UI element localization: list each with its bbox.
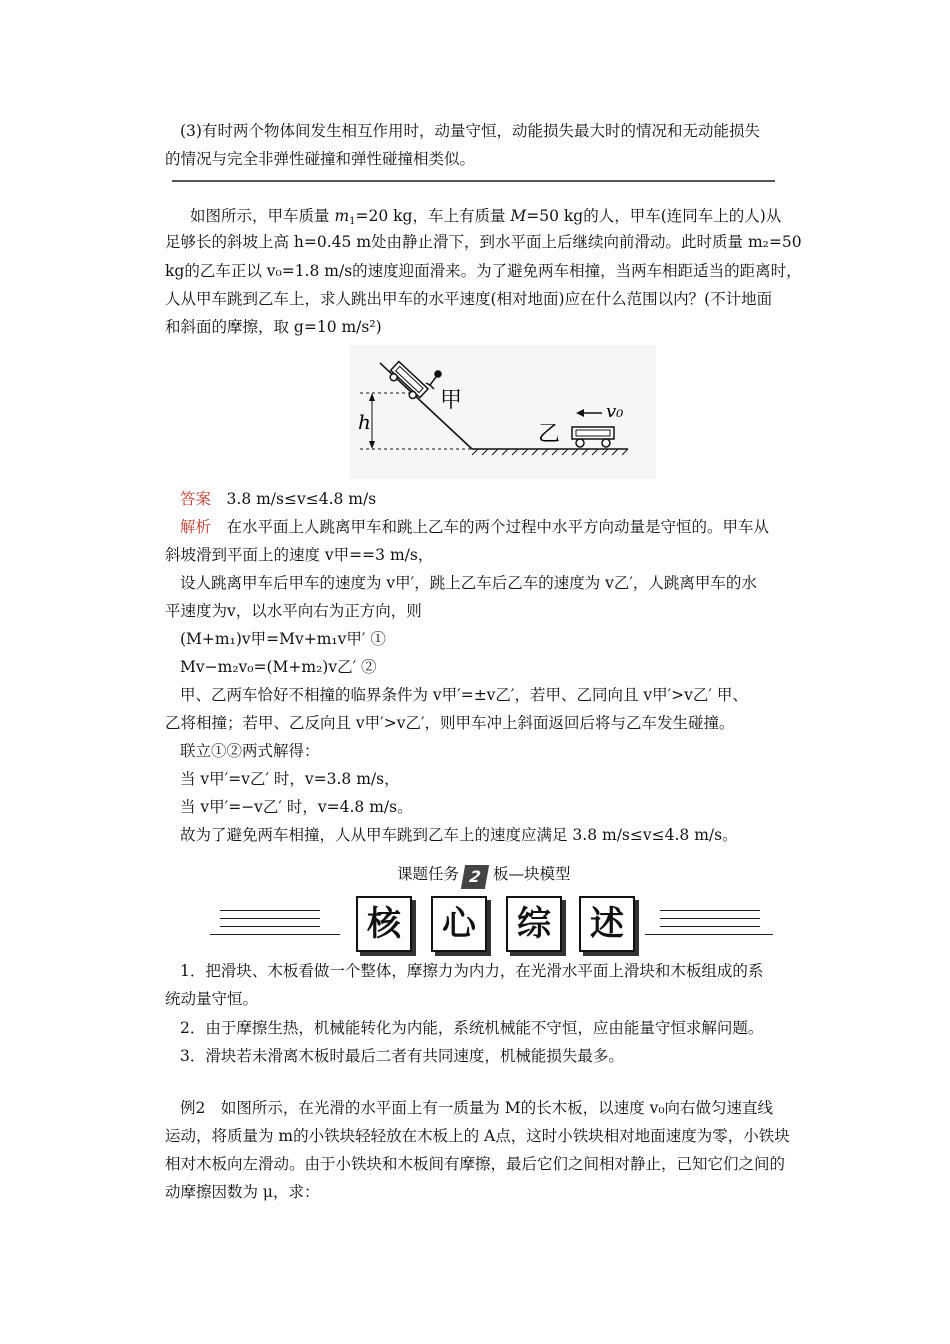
equation-2: Mv−m₂v₀=(M+m₂)v乙′ ② — [180, 658, 377, 676]
banner-char: 核 — [356, 896, 412, 952]
label-v0: v₀ — [606, 401, 624, 422]
problem-line: 和斜面的摩擦，取 g=10 m/s²) — [165, 318, 382, 336]
cart-jia — [386, 362, 428, 403]
summary-line: 3．滑块若未滑离木板时最后二者有共同速度，机械能损失最多。 — [180, 1047, 624, 1065]
divider — [172, 180, 775, 182]
answer-label: 答案 — [180, 490, 212, 508]
summary-line: 2．由于摩擦生热，机械能转化为内能，系统机械能不守恒，应由能量守恒求解问题。 — [180, 1019, 764, 1037]
cart-yi — [572, 427, 614, 447]
banner-char: 综 — [506, 896, 562, 952]
analysis-line: 当 v甲′=−v乙′ 时，v=4.8 m/s。 — [180, 798, 413, 816]
banner-char: 述 — [579, 896, 635, 952]
label-yi: 乙 — [538, 422, 561, 447]
summary-line: 1．把滑块、木板看做一个整体，摩擦力为内力，在光滑水平面上滑块和木板组成的系 — [180, 962, 764, 980]
task-number-badge: 2 — [461, 865, 489, 889]
analysis-label: 解析 — [180, 518, 212, 536]
problem-line: 足够长的斜坡上高 h=0.45 m处由静止滑下，到水平面上后继续向前滑动。此时质量 m₂=50 — [165, 233, 802, 251]
paragraph-line: 的情况与完全非弹性碰撞和弹性碰撞相类似。 — [165, 150, 476, 168]
label-h: h — [358, 410, 371, 434]
analysis-line: 联立①②两式解得： — [180, 742, 320, 760]
task-header: 课题任务 2 板—块模型 — [397, 862, 571, 889]
example2-line: 例2 如图所示，在光滑的水平面上有一质量为 M的长木板，以速度 v₀向右做匀速直线 — [180, 1099, 774, 1117]
example2-line: 相对木板向左滑动。由于小铁块和木板间有摩擦，最后它们之间相对静止，已知它们之间的 — [165, 1155, 786, 1173]
summary-line: 统动量守恒。 — [165, 990, 259, 1008]
analysis-line: 故为了避免两车相撞，人从甲车跳到乙车上的速度应满足 3.8 m/s≤v≤4.8 m/s。 — [180, 826, 738, 844]
problem-line: kg的乙车正以 v₀=1.8 m/s的速度迎面滑来。为了避免两车相撞，当两车相距适当的距离时， — [165, 262, 802, 280]
equation-1: (M+m₁)v甲=Mv+m₁v甲′ ① — [180, 630, 386, 648]
analysis-line: 解析 在水平面上人跳离甲车和跳上乙车的两个过程中水平方向动量是守恒的。甲车从 — [180, 518, 770, 536]
person-figure — [426, 371, 441, 389]
example2-line: 运动，将质量为 m的小铁块轻轻放在木板上的 A点，这时小铁块相对地面速度为零，小铁块 — [165, 1127, 790, 1145]
core-summary-banner — [210, 892, 773, 952]
problem-line: 如图所示，甲车质量 $m_1=20$ kg，车上有质量 M=50 kg的人，甲车(连同车上的人)从 — [190, 207, 782, 227]
answer-line — [180, 488, 376, 510]
analysis-line: 当 v甲′=v乙′ 时，v=3.8 m/s， — [180, 770, 400, 788]
analysis-line: 甲、乙两车恰好不相撞的临界条件为 v甲′=±v乙′，若甲、乙同向且 v甲′>v乙′ 甲、 — [180, 686, 748, 704]
slope-cart-figure — [350, 345, 656, 479]
analysis-line: 乙将相撞；若甲、乙反向且 v甲′>v乙′，则甲车冲上斜面返回后将与乙车发生碰撞。 — [165, 714, 735, 732]
answer-text: 3.8 m/s≤v≤4.8 m/s — [226, 490, 377, 508]
analysis-line: 设人跳离甲车后甲车的速度为 v甲′，跳上乙车后乙车的速度为 v乙′，人跳离甲车的水 — [180, 574, 757, 592]
label-jia: 甲 — [440, 388, 463, 413]
analysis-line: 斜坡滑到平面上的速度 v甲==3 m/s， — [165, 546, 434, 564]
paragraph-line: (3)有时两个物体间发生相互作用时，动量守恒，动能损失最大时的情况和无动能损失 — [180, 122, 760, 140]
problem-line: 人从甲车跳到乙车上，求人跳出甲车的水平速度(相对地面)应在什么范围以内？(不计地面 — [165, 290, 773, 308]
example2-line: 动摩擦因数为 μ，求： — [165, 1183, 320, 1201]
banner-char: 心 — [431, 896, 487, 952]
analysis-line: 平速度为v，以水平向右为正方向，则 — [165, 602, 422, 620]
